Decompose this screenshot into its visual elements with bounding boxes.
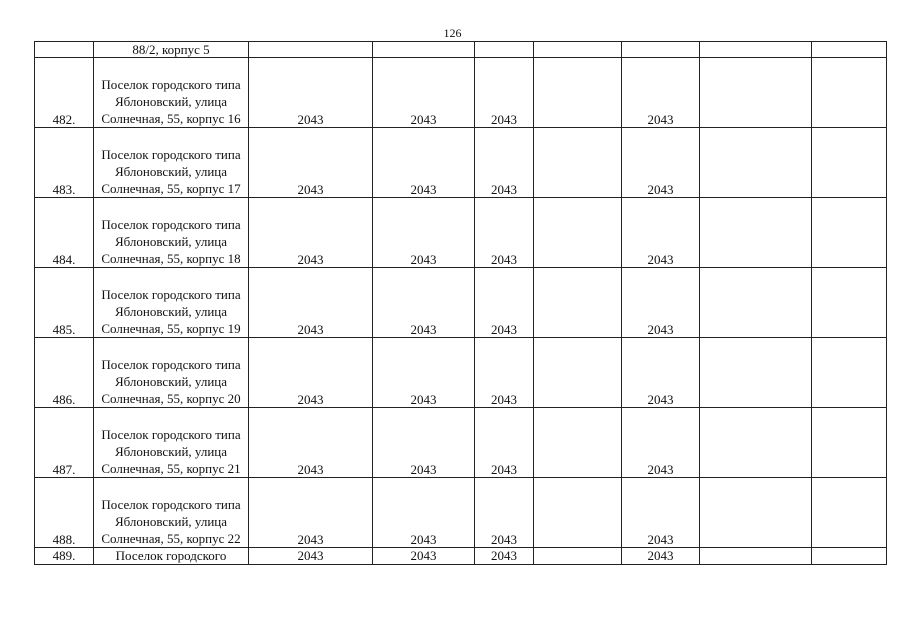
address-cell: Поселок городского типа Яблоновский, улица Солнечная, 55, корпус 20 (94, 338, 249, 408)
value-cell: 2043 (622, 128, 700, 198)
row-number: 489. (35, 548, 94, 565)
address-cell: Поселок городского типа Яблоновский, улица Солнечная, 55, корпус 22 (94, 478, 249, 548)
row-number: 486. (35, 338, 94, 408)
value-cell: 2043 (249, 58, 373, 128)
table-row (35, 338, 887, 408)
value-cell: 2043 (373, 548, 475, 565)
value-cell (812, 58, 887, 128)
value-cell: 2043 (622, 338, 700, 408)
value-cell (700, 338, 812, 408)
value-cell: 2043 (249, 338, 373, 408)
address-cell: Поселок городского типа Яблоновский, улица Солнечная, 55, корпус 21 (94, 408, 249, 478)
table-row (35, 548, 887, 565)
value-cell (373, 42, 475, 58)
row-number: 487. (35, 408, 94, 478)
value-cell (812, 198, 887, 268)
value-cell: 2043 (249, 478, 373, 548)
schedule-table (34, 41, 887, 565)
value-cell (534, 548, 622, 565)
value-cell: 2043 (475, 198, 534, 268)
value-cell: 2043 (373, 268, 475, 338)
value-cell: 2043 (475, 548, 534, 565)
table-row (35, 198, 887, 268)
value-cell: 2043 (475, 338, 534, 408)
value-cell: 2043 (622, 268, 700, 338)
value-cell: 2043 (373, 478, 475, 548)
value-cell (812, 408, 887, 478)
page-number: 126 (443, 26, 462, 40)
row-number: 483. (35, 128, 94, 198)
value-cell: 2043 (622, 478, 700, 548)
value-cell (475, 42, 534, 58)
value-cell (700, 478, 812, 548)
table-body (35, 42, 887, 565)
table-row (35, 42, 887, 58)
value-cell: 2043 (475, 58, 534, 128)
value-cell: 2043 (475, 128, 534, 198)
value-cell (534, 478, 622, 548)
value-cell (700, 42, 812, 58)
value-cell (534, 58, 622, 128)
value-cell (812, 478, 887, 548)
address-cell: Поселок городского типа Яблоновский, улица Солнечная, 55, корпус 19 (94, 268, 249, 338)
value-cell (534, 198, 622, 268)
value-cell (700, 408, 812, 478)
address-cell: Поселок городского типа Яблоновский, улица Солнечная, 55, корпус 17 (94, 128, 249, 198)
value-cell (700, 128, 812, 198)
table-row (35, 268, 887, 338)
value-cell (812, 548, 887, 565)
value-cell (534, 42, 622, 58)
value-cell: 2043 (622, 198, 700, 268)
value-cell (812, 268, 887, 338)
table-row (35, 478, 887, 548)
address-cell: 88/2, корпус 5 (94, 42, 249, 58)
table-row (35, 408, 887, 478)
value-cell: 2043 (373, 338, 475, 408)
value-cell (812, 128, 887, 198)
value-cell: 2043 (249, 268, 373, 338)
value-cell (700, 548, 812, 565)
row-number: 485. (35, 268, 94, 338)
value-cell: 2043 (249, 128, 373, 198)
value-cell (812, 42, 887, 58)
value-cell: 2043 (475, 478, 534, 548)
table-row (35, 58, 887, 128)
value-cell (534, 128, 622, 198)
address-cell: Поселок городского типа Яблоновский, улица Солнечная, 55, корпус 16 (94, 58, 249, 128)
address-cell: Поселок городского типа Яблоновский, улица Солнечная, 55, корпус 18 (94, 198, 249, 268)
value-cell (700, 198, 812, 268)
row-number: 484. (35, 198, 94, 268)
value-cell: 2043 (249, 408, 373, 478)
address-cell: Поселок городского (94, 548, 249, 565)
value-cell: 2043 (622, 408, 700, 478)
value-cell (622, 42, 700, 58)
value-cell (700, 268, 812, 338)
value-cell: 2043 (622, 58, 700, 128)
value-cell: 2043 (373, 128, 475, 198)
value-cell (812, 338, 887, 408)
value-cell: 2043 (475, 408, 534, 478)
value-cell (700, 58, 812, 128)
value-cell: 2043 (622, 548, 700, 565)
table-row (35, 128, 887, 198)
row-number: 488. (35, 478, 94, 548)
row-number: 482. (35, 58, 94, 128)
value-cell (249, 42, 373, 58)
value-cell (534, 268, 622, 338)
value-cell: 2043 (249, 548, 373, 565)
value-cell (534, 408, 622, 478)
value-cell: 2043 (373, 408, 475, 478)
value-cell: 2043 (475, 268, 534, 338)
value-cell: 2043 (373, 198, 475, 268)
value-cell (534, 338, 622, 408)
value-cell: 2043 (373, 58, 475, 128)
value-cell: 2043 (249, 198, 373, 268)
row-number (35, 42, 94, 58)
